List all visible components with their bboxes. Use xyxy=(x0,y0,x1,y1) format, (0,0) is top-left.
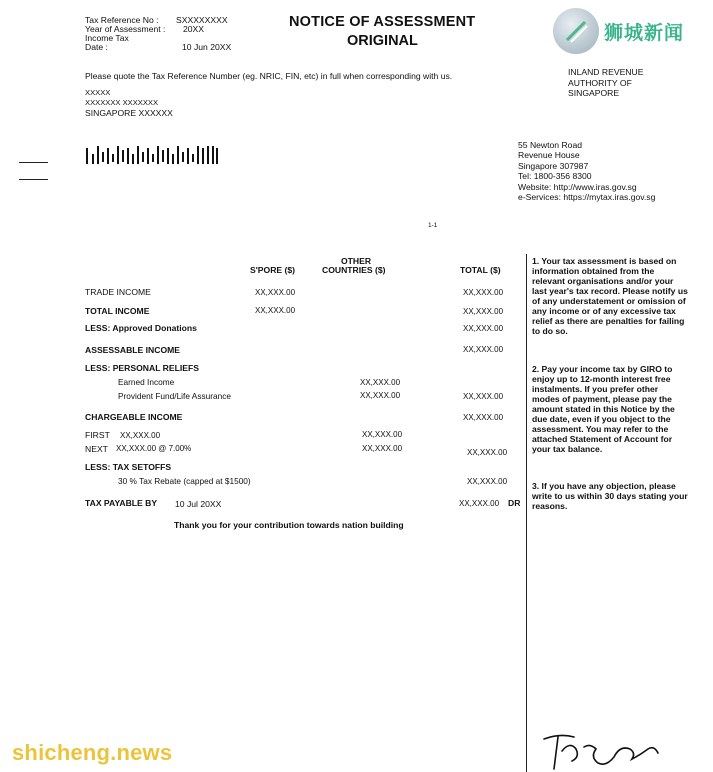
recipient-line-1: XXXXX xyxy=(85,88,111,97)
row-rebate-total: XX,XXX.00 xyxy=(467,477,508,486)
row-assessable-label: ASSESSABLE INCOME xyxy=(85,345,181,355)
recipient-line-3: SINGAPORE XXXXXX xyxy=(85,108,173,118)
logo-emblem-icon xyxy=(553,8,599,54)
row-donations-total: XX,XXX.00 xyxy=(463,324,504,333)
row-provident-other: XX,XXX.00 xyxy=(360,391,401,400)
row-trade-income-total: XX,XXX.00 xyxy=(463,288,504,297)
row-first-other: XX,XXX.00 xyxy=(362,430,403,439)
fold-mark xyxy=(19,162,48,163)
tax-ref-label: Tax Reference No : xyxy=(85,15,159,25)
postal-barcode-icon xyxy=(86,146,218,164)
iras-address-line-6: e-Services: https://mytax.iras.gov.sg xyxy=(518,192,656,202)
page-number: 1-1 xyxy=(428,222,438,229)
column-header-other-line1: OTHER xyxy=(341,256,372,266)
row-total-income-label: TOTAL INCOME xyxy=(85,306,150,316)
row-next-amount: XX,XXX.00 @ 7.00% xyxy=(116,444,192,453)
row-donations-label: LESS: Approved Donations xyxy=(85,323,197,333)
note-2: 2. Pay your income tax by GIRO to enjoy up to 12-month interest free instalments. If you prefer other modes of payment, please pay the amount stated in this Notice by the due date, even if you object to the assessment. You may refer to the attached Statement of Account for your tax balance. xyxy=(532,364,675,454)
instruction-text: Please quote the Tax Reference Number (eg. NRIC, FIN, etc) in full when corresponding with us. xyxy=(85,71,453,81)
row-chargeable-label: CHARGEABLE INCOME xyxy=(85,412,183,422)
logo-chinese-text: 狮城新闻 xyxy=(604,22,685,44)
row-payable-total: XX,XXX.00 xyxy=(459,499,500,508)
row-next-total: XX,XXX.00 xyxy=(467,448,508,457)
iras-address-line-2: Revenue House xyxy=(518,150,580,160)
tax-ref-value: SXXXXXXXX xyxy=(176,15,228,25)
row-next-other: XX,XXX.00 xyxy=(362,444,403,453)
row-payable-dr: DR xyxy=(508,498,521,508)
row-earned-income-other: XX,XXX.00 xyxy=(360,378,401,387)
income-tax-label: Income Tax xyxy=(85,33,129,43)
row-assessable-total: XX,XXX.00 xyxy=(463,345,504,354)
column-header-other-line2: COUNTRIES ($) xyxy=(322,265,386,275)
row-total-income-spore: XX,XXX.00 xyxy=(255,306,296,315)
row-first-label: FIRST xyxy=(85,430,110,440)
iras-address-line-4: Tel: 1800-356 8300 xyxy=(518,171,592,181)
date-label: Date : xyxy=(85,42,108,52)
watermark-text: shicheng.news xyxy=(12,740,173,765)
row-trade-income-spore: XX,XXX.00 xyxy=(255,288,296,297)
iras-address-line-3: Singapore 307987 xyxy=(518,161,589,171)
row-reliefs-label: LESS: PERSONAL RELIEFS xyxy=(85,363,199,373)
notice-title: NOTICE OF ASSESSMENT xyxy=(289,14,476,30)
column-header-spore: S'PORE ($) xyxy=(250,265,296,275)
row-provident-total: XX,XXX.00 xyxy=(463,392,504,401)
column-divider xyxy=(526,254,527,772)
note-3: 3. If you have any objection, please write to us within 30 days stating your reasons. xyxy=(532,481,688,511)
column-header-total: TOTAL ($) xyxy=(460,265,501,275)
iras-name: INLAND REVENUE AUTHORITY OF SINGAPORE xyxy=(568,67,644,98)
iras-address-line-5: Website: http://www.iras.gov.sg xyxy=(518,182,637,192)
ya-label: Year of Assessment : xyxy=(85,24,166,34)
row-chargeable-total: XX,XXX.00 xyxy=(463,413,504,422)
signature-icon xyxy=(540,727,680,772)
row-provident-label: Provident Fund/Life Assurance xyxy=(118,391,231,401)
row-payable-label: TAX PAYABLE BY xyxy=(85,498,158,508)
row-trade-income-label: TRADE INCOME xyxy=(85,287,151,297)
row-earned-income-label: Earned Income xyxy=(118,377,175,387)
row-setoffs-label: LESS: TAX SETOFFS xyxy=(85,462,172,472)
date-value: 10 Jun 20XX xyxy=(182,42,232,52)
notice-subtitle: ORIGINAL xyxy=(347,33,418,49)
fold-mark xyxy=(19,179,48,180)
recipient-line-2: XXXXXXX XXXXXXX xyxy=(85,98,159,107)
thanks-message: Thank you for your contribution towards nation building xyxy=(174,520,404,530)
row-total-income-total: XX,XXX.00 xyxy=(463,307,504,316)
ya-value: 20XX xyxy=(183,24,205,34)
row-next-label: NEXT xyxy=(85,444,108,454)
row-payable-date: 10 Jul 20XX xyxy=(175,499,222,509)
row-first-amount: XX,XXX.00 xyxy=(120,431,161,440)
iras-address-line-1: 55 Newton Road xyxy=(518,140,583,150)
note-1: 1. Your tax assessment is based on information obtained from the relevant organisations and/or your last year's tax record. Please notify us of any understatement or omission of any income or of any excessive tax relief as there are penalties for failing to do so. xyxy=(532,256,688,336)
row-rebate-label: 30 % Tax Rebate (capped at $1500) xyxy=(118,476,251,486)
